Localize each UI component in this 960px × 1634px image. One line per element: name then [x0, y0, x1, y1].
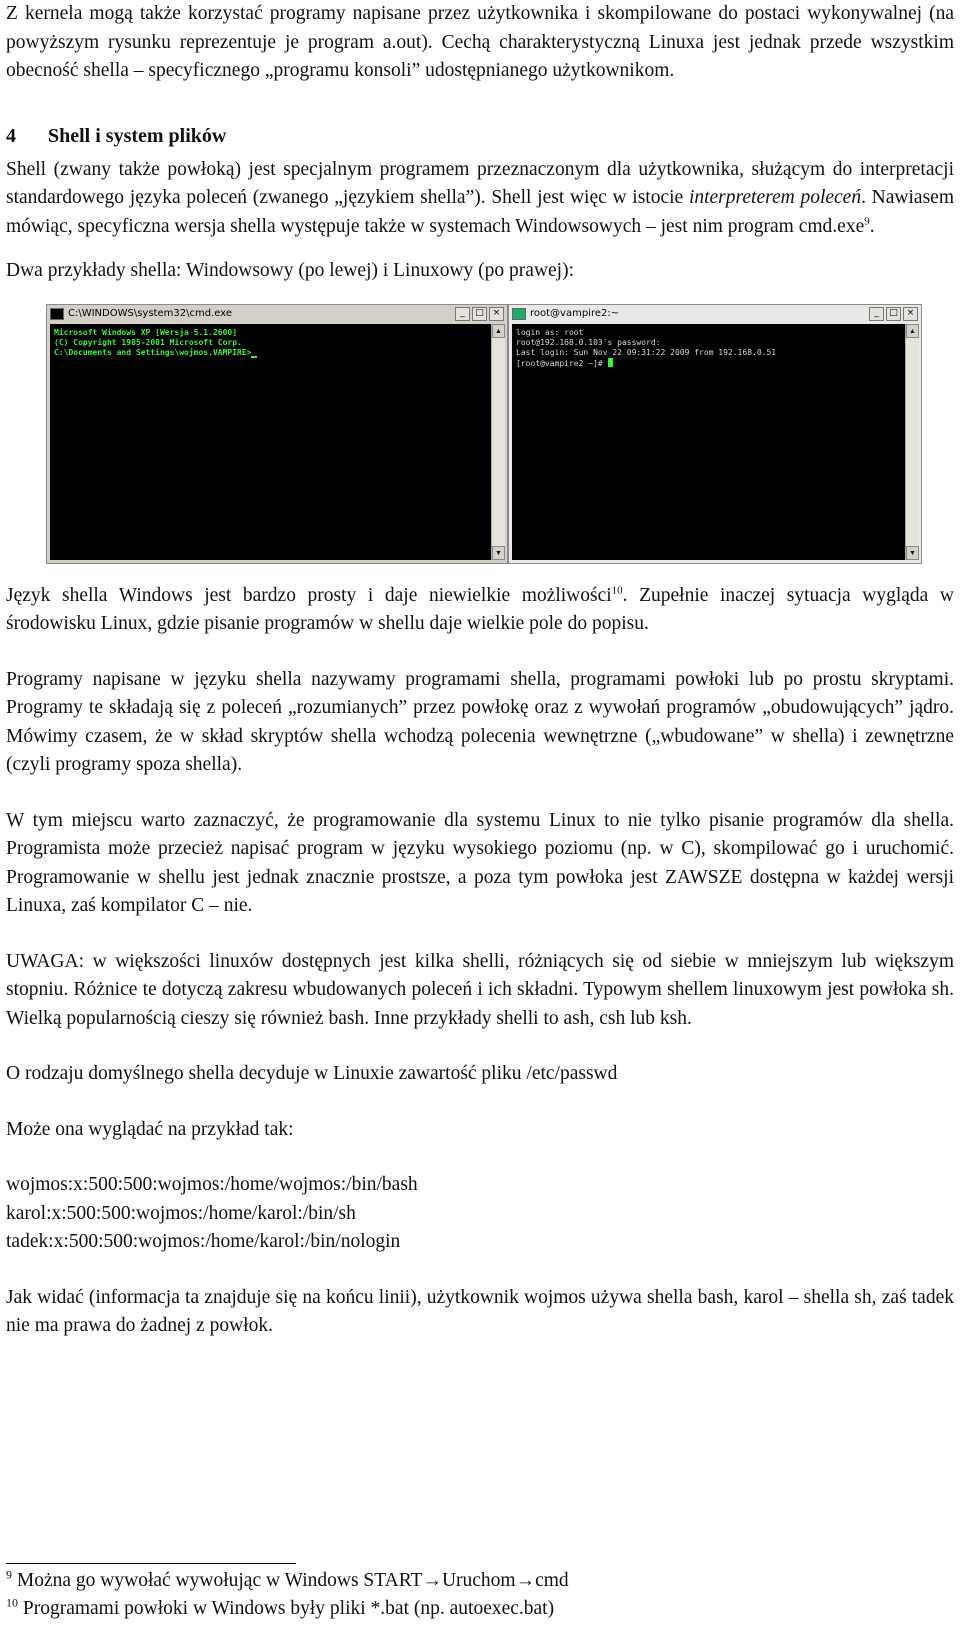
console-line: root@192.168.0.103's password:	[516, 337, 661, 347]
footnote-text: Programami powłoki w Windows były pliki *.bat (np. autoexec.bat)	[22, 1598, 555, 1619]
shell-definition-paragraph	[6, 156, 954, 242]
footnote-text: cmd	[535, 1570, 569, 1591]
p1-end: .	[869, 215, 875, 237]
section-title: Shell i system plików	[48, 124, 227, 147]
console-line: Last login: Sun Nov 22 09:31:22 2009 from 192.168.0.51	[516, 347, 777, 357]
passwd-example	[6, 1171, 954, 1257]
windows-console-output[interactable]	[50, 324, 491, 560]
example-intro-paragraph: Może ona wyglądać na przykład tak:	[6, 1118, 294, 1140]
p3-text-a: Język shella Windows jest bardzo prosty i daje niewielkie możliwości	[6, 584, 612, 606]
close-button[interactable]: ×	[903, 307, 918, 321]
terminal-icon	[512, 308, 526, 320]
scroll-up-arrow-icon[interactable]: ▲	[492, 324, 505, 338]
maximize-button[interactable]: □	[472, 307, 487, 321]
p1-text-b: . Nawiasem mówiąc, specyficzna wersja shella występuje także w systemach Windowsowych – jest nim program cmd.exe	[6, 187, 954, 237]
console-line: login as: root	[516, 327, 584, 337]
intro-paragraph: Z kernela mogą także korzystać programy napisane przez użytkownika i skompilowane do postaci wykonywalnej (na powyższym rysunku reprezentuje je program a.out). Cechą charakterystyczną Linuxa jest jednak przede wszystkim obecność shella – specyficznego „programu konsoli” udostępnianego użytkownikom.	[6, 3, 954, 81]
console-prompt: C:\Documents and Settings\wojmos.VAMPIRE>	[54, 347, 252, 357]
shell-programs-paragraph: Programy napisane w języku shella nazywamy programami shella, programami powłoki lub po prostu skryptami. Programy te składają się z poleceń „rozumianych” przez powłokę oraz z wywołań programów „obudowujących” jądro. Mówimy czasem, że w skład skryptów shella wchodzą polecenia wewnętrzne („wbudowane” w shella) i zewnętrzne (czyli programy spoza shella).	[6, 668, 954, 775]
linux-console-output[interactable]	[512, 324, 907, 560]
passwd-intro-paragraph: O rodzaju domyślnego shella decyduje w Linuxie zawartość pliku /etc/passwd	[6, 1063, 618, 1084]
passwd-line: tadek:x:500:500:wojmos:/home/karol:/bin/nologin	[6, 1231, 401, 1252]
examples-intro-paragraph: Dwa przykłady shella: Windowsowy (po lewej) i Linuxowy (po prawej):	[6, 260, 575, 281]
footnote-text: Uruchom	[441, 1570, 516, 1591]
arrow-right-icon: →	[515, 1570, 536, 1591]
passwd-line: karol:x:500:500:wojmos:/home/karol:/bin/sh	[6, 1202, 356, 1224]
footnote-9	[6, 1567, 954, 1595]
console-cursor	[251, 356, 257, 358]
arrow-right-icon: →	[422, 1570, 442, 1591]
footnote-text: Można go wywołać wywołując w Windows START	[16, 1570, 423, 1591]
passwd-line: wojmos:x:500:500:wojmos:/home/wojmos:/bin/bash	[6, 1174, 418, 1195]
conclusion-paragraph: Jak widać (informacja ta znajduje się na końcu linii), użytkownik wojmos używa shella bash, karol – shella sh, zaś tadek nie ma prawa do żadnej z powłok.	[6, 1286, 954, 1336]
close-button[interactable]: ×	[489, 307, 504, 321]
section-heading	[6, 122, 954, 150]
shell-screenshots	[6, 304, 954, 566]
minimize-button[interactable]: _	[869, 307, 884, 321]
linux-scrollbar[interactable]	[905, 324, 919, 560]
footnote-divider	[6, 1563, 296, 1564]
windows-cmd-window	[46, 304, 508, 564]
console-prompt-line	[516, 358, 903, 369]
linux-title: root@vampire2:~	[530, 307, 620, 319]
footnote-number: 9	[6, 1567, 12, 1582]
console-prompt: [root@vampire2 ~]#	[516, 358, 608, 368]
programming-paragraph: W tym miejscu warto zaznaczyć, że programowanie dla systemu Linux to nie tylko pisanie programów dla shella. Programista może przecież napisać program w języku wysokiego poziomu (np. w C), skompilować go i uruchomić. Programowanie w shellu jest jednak znacznie prostsze, a poza tym powłoka jest ZAWSZE dostępna w każdej wersji Linuxa, zaś kompilator C – nie.	[6, 809, 954, 916]
linux-titlebar[interactable]	[509, 305, 921, 323]
linux-terminal-window	[508, 304, 922, 564]
p1-text-a: Shell (zwany także powłoką) jest specjalnym programem przeznaczonym dla użytkownika, służącym do interpretacji standardowego języka poleceń (zwanego „językiem shella”). Shell jest więc w istocie	[6, 158, 954, 208]
console-cursor	[608, 358, 613, 367]
scroll-up-arrow-icon[interactable]: ▲	[906, 324, 919, 338]
warning-paragraph: UWAGA: w większości linuxów dostępnych jest kilka shelli, różniących się od siebie w mniejszym lub większym stopniu. Różnice te dotyczą zakresu wbudowanych poleceń i ich składni. Typowym shellem linuxowym jest powłoka sh. Wielką popularnością cieszy się również bash. Inne przykłady shelli to ash, csh lub ksh.	[6, 950, 954, 1029]
section-number: 4	[6, 124, 16, 147]
footnotes	[6, 1567, 954, 1623]
console-prompt-line	[54, 348, 487, 358]
console-line: Microsoft Windows XP [Wersja 5.1.2600]	[54, 327, 238, 337]
p1-italic-term: interpreterem poleceń	[688, 187, 862, 208]
footnote-ref-9[interactable]: 9	[864, 215, 870, 227]
p3-text-b: . Zupełnie inaczej sytuacja wygląda w środowisku Linux, gdzie pisanie programów w shellu daje wielkie pole do popisu.	[6, 584, 954, 634]
footnote-number: 10	[6, 1595, 18, 1610]
windows-scrollbar[interactable]	[491, 324, 505, 560]
scroll-down-arrow-icon[interactable]: ▼	[906, 546, 919, 560]
windows-shell-paragraph	[6, 582, 954, 639]
minimize-button[interactable]: _	[455, 307, 470, 321]
windows-titlebar[interactable]	[47, 305, 507, 323]
maximize-button[interactable]: □	[886, 307, 901, 321]
windows-title: C:\WINDOWS\system32\cmd.exe	[68, 307, 232, 319]
console-line: (C) Copyright 1985-2001 Microsoft Corp.	[54, 337, 242, 347]
cmd-icon	[50, 308, 64, 320]
footnote-10	[6, 1595, 954, 1623]
footnote-ref-10[interactable]: 10	[611, 584, 623, 596]
scroll-down-arrow-icon[interactable]: ▼	[492, 546, 505, 560]
